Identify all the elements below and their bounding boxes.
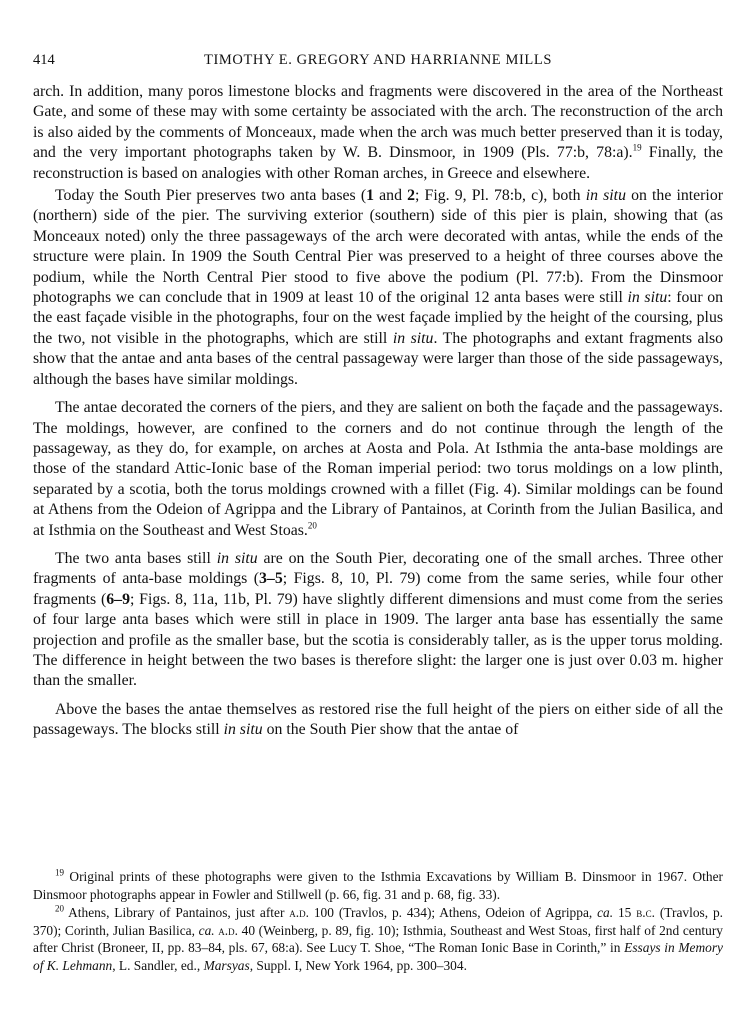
italic-text: Essays in Memory of K. Lehmann [33, 940, 724, 973]
page-header [33, 52, 723, 72]
italic-text: in situ [392, 329, 434, 347]
text-run: Above the bases the antae themselves as restored rise the full height of the piers on either side of all the passageways. The blocks still [33, 700, 723, 739]
text-run: The antae decorated the corners of the piers, and they are salient on both the façade and the passageways. The moldings, however, are confined to the corners and do not continue through the length of the passageway, as they do, for example, on arches at Aosta and Pola. At Isthmia the anta-base moldings are those of the standard Attic-Ionic base of the Roman imperial period: two torus moldings on a low plinth, separated by a scotia, both the torus moldings crowned with a fillet (Fig. 4). Similar moldings can be found at Athens from the Odeion of Agrippa and the Library of Pantainos, at Corinth from the Julian Basilica, and at Isthmia on the Southeast and West Stoas. [33, 399, 723, 539]
footnote-ref: 20 [307, 520, 317, 531]
text-run: Today the South Pier preserves two anta bases ( [55, 187, 367, 205]
text-run: . The photographs and extant fragments also show that the antae and anta bases of the central passageway were larger than those of the side passageways, although the bases have similar moldings. [33, 329, 724, 388]
text-run: , L. Sandler, ed., [112, 957, 204, 973]
text-run: arch. In addition, many poros limestone blocks and fragments were discovered in the area of the Northeast Gate, and some of these may with some certainty be associated with the arch. The reconstruction of the arch is also aided by the comments of Monceaux, made when the arch was much better preserved than it is today, and the very important photographs taken by W. B. Dinsmoor, in 1909 (Pls. 77:b, 78:a). [33, 83, 723, 162]
body-text [33, 82, 723, 743]
text-run: (Travlos, p. 370); Corinth, Julian Basilica, [33, 905, 724, 938]
text-run: are on the South Pier, decorating one of the small arches. Three other fragments of anta-base moldings ( [33, 549, 723, 588]
catalog-number: 1 [366, 187, 375, 205]
text-run: on the interior (northern) side of the pier. The surviving exterior (southern) side of this pier is plain, showing that (as Monceaux noted) only the three passageways of the arch were decorated with antas, while the ends of the structure were plain. In 1909 the South Central Pier was preserved to a height of three courses above the podium, while the North Central Pier stood to five above the podium (Pl. 77:b). From the Dinsmoor photographs we can conclude that in 1909 at least 10 of the original 12 anta bases were still [33, 187, 723, 307]
text-run: The two anta bases still [55, 549, 217, 567]
paragraph [33, 82, 723, 184]
text-run: 100 (Travlos, p. 434); Athens, Odeion of Agrippa, [308, 905, 598, 921]
italic-text: Marsyas [203, 957, 250, 973]
text-run: ; Fig. 9, Pl. 78:b, c), both [415, 187, 586, 205]
italic-text: in situ [223, 721, 263, 739]
text-run: ; Figs. 8, 11a, 11b, Pl. 79) have slightly different dimensions and must come from the series of four large anta bases which were still in place in 1909. The larger anta base has essentially the same projection and profile as the smaller base, but the scotia is considerably taller, as is the upper torus molding. The difference in height between the two bases is therefore slight: the larger one is just over 0.03 m. higher than the smaller. [33, 590, 724, 690]
italic-text: in situ [627, 289, 668, 307]
footnotes [33, 868, 723, 975]
text-run: Finally, the reconstruction is based on analogies with other Roman arches, in Greece and elsewhere. [33, 144, 723, 182]
catalog-number: 2 [407, 187, 416, 205]
italic-text: in situ [585, 187, 626, 205]
catalog-number: 6–9 [106, 590, 130, 608]
small-caps-text: b.c. [636, 905, 655, 921]
catalog-number: 3–5 [259, 570, 283, 588]
paragraph [33, 398, 723, 541]
italic-text: ca. [597, 905, 614, 921]
page-number: 414 [33, 52, 55, 68]
footnote-ref: 19 [55, 867, 64, 878]
text-run: and [374, 187, 408, 205]
text-run: Original prints of these photographs were given to the Isthmia Excavations by William B. Dinsmoor in 1967. Other Dinsmoor photographs appear in Fowler and Stillwell (p. 66, fig. 31 and p. 68, fig. 33). [33, 869, 723, 902]
footnote [33, 904, 723, 974]
text-run: on the South Pier show that the antae of [262, 721, 519, 739]
text-run: 40 (Weinberg, p. 89, fig. 10); Isthmia, Southeast and West Stoas, first half of 2nd century after Christ (Broneer, II, pp. 83–84, pls. 67, 68:a). See Lucy T. Shoe, “The Roman Ionic Base in Corinth,” in [33, 922, 723, 956]
paragraph [33, 549, 723, 692]
paragraph [33, 700, 723, 741]
text-run: ; Figs. 8, 10, Pl. 79) come from the same series, while four other fragments ( [33, 570, 723, 608]
footnote-ref: 20 [55, 903, 64, 914]
italic-text: in situ [216, 549, 258, 567]
footnote-ref: 19 [632, 142, 642, 153]
text-run: 15 [613, 905, 637, 921]
text-run: , Suppl. I, New York 1964, pp. 300–304. [249, 957, 467, 973]
small-caps-text: a.d. [289, 905, 309, 921]
paragraph [33, 186, 723, 390]
footnote [33, 868, 723, 903]
small-caps-text: a.d. [218, 922, 238, 938]
italic-text: ca. [198, 922, 215, 938]
text-run: Athens, Library of Pantainos, just after [64, 905, 290, 921]
running-title: TIMOTHY E. GREGORY AND HARRIANNE MILLS [204, 52, 552, 68]
text-run: : four on the east façade visible in the photographs, four on the west façade implied by the height of the coursing, plus the two, not visible in the photographs, which are still [33, 289, 723, 347]
